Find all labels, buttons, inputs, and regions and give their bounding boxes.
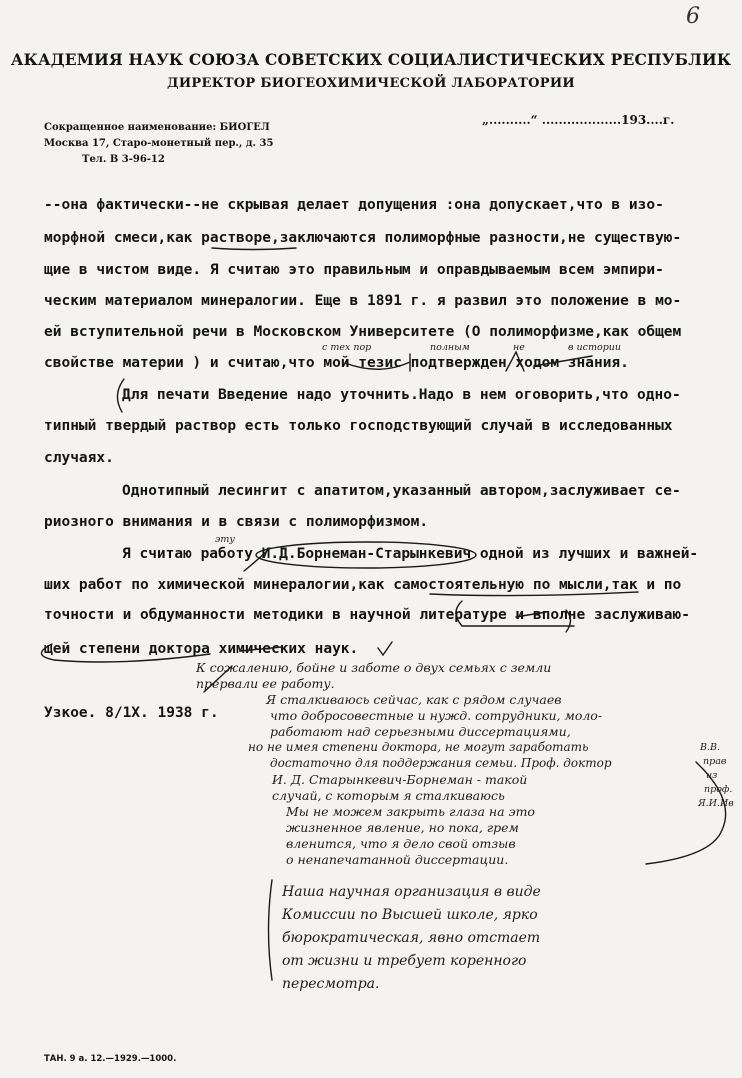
handwritten-note-line: но не имея степени доктора, не могут заработать: [248, 740, 589, 754]
body-line: типный твердый раствор есть только господствующий случай в исследованных: [44, 418, 673, 434]
handwritten-note-line: Комиссии по Высшей школе, ярко: [282, 907, 538, 923]
letterhead-subtitle: ДИРЕКТОР БИОГЕОХИМИЧЕСКОЙ ЛАБОРАТОРИИ: [166, 76, 576, 91]
handwritten-note-line: что добросовестные и нужд. сотрудники, моло-: [270, 708, 603, 723]
handwritten-insert: полным: [430, 342, 470, 353]
handwritten-note-line: прервали ее работу.: [196, 676, 335, 691]
handwritten-note-line: о ненапечатанной диссертации.: [286, 852, 509, 867]
body-line: Для печати Введение надо уточнить.Надо в нем оговорить,что одно-: [122, 387, 681, 403]
margin-note-line: проф.: [704, 784, 733, 795]
margin-note-line: прав: [703, 756, 727, 767]
body-line: точности и обдуманности методики в научной литературе и вполне заслуживаю-: [44, 607, 691, 623]
body-line: Я считаю работу И.Д.Борнеман-Старынкевич одной из лучших и важней-: [122, 546, 699, 562]
letterhead-title: АКАДЕМИЯ НАУК СОЮЗА СОВЕТСКИХ СОЦИАЛИСТИЧЕСКИХ РЕСПУБЛИК: [10, 50, 732, 69]
handwritten-insert: не: [513, 342, 525, 353]
bracket-mark: [269, 880, 273, 980]
letterhead-short-name: Сокращенное наименование: БИОГЕЛ: [44, 122, 270, 133]
handwritten-note-line: Мы не можем закрыть глаза на это: [286, 804, 535, 819]
letterhead-address: Москва 17, Старо-монетный пер., д. 35: [44, 138, 274, 149]
handwritten-insert: эту: [215, 534, 235, 545]
underline-mark: [212, 248, 296, 250]
body-line: ей вступительной речи в Московском Университете (О полиморфизме,как общем: [44, 324, 682, 340]
handwritten-note-line: случай, с которым я сталкиваюсь: [272, 788, 505, 803]
handwritten-note-line: работают над серьезными диссертациями,: [270, 724, 571, 739]
letterhead-date-line: „..........“ ...................193....г.: [482, 113, 675, 127]
body-line: ческим материалом минералогии. Еще в 1891 г. я развил это положение в мо-: [44, 293, 682, 309]
handwritten-insert: в истории: [568, 342, 622, 353]
letterhead-phone: Тел. В 3-96-12: [82, 154, 165, 165]
handwritten-note-line: жизненное явление, но пока, грем: [286, 820, 519, 835]
print-footer: ТАН. 9 а. 12.—1929.—1000.: [44, 1054, 177, 1064]
handwritten-note-line: Я сталкиваюсь сейчас, как с рядом случаев: [266, 692, 562, 707]
body-line: Однотипный лесингит с апатитом,указанный автором,заслуживает се-: [122, 483, 681, 499]
handwritten-insert: с тех пор: [322, 342, 372, 353]
margin-note-line: Я.И.Ив: [698, 798, 734, 809]
check-mark: [378, 642, 392, 655]
handwritten-note-line: Наша научная организация в виде: [282, 884, 541, 900]
body-line: свойстве материи ) и считаю,что мой тезис подтвержден ходом знания.: [44, 355, 629, 371]
handwritten-note-line: К сожалению, бойне и заботе о двух семьях с земли: [196, 660, 552, 675]
page-number: 6: [686, 4, 700, 29]
handwritten-note-line: И. Д. Старынкевич-Борнеман - такой: [272, 772, 528, 787]
handwritten-note-line: вленится, что я дело свой отзыв: [286, 836, 516, 851]
margin-note-line: из: [706, 770, 718, 781]
handwritten-note-line: бюрократическая, явно отстает: [282, 930, 541, 946]
body-line: морфной смеси,как растворе,заключаются полиморфные разности,не существую-: [44, 230, 682, 246]
handwritten-note-line: от жизни и требует коренного: [282, 953, 527, 969]
handwritten-note-line: пересмотра.: [282, 976, 380, 992]
body-line: --она фактически--не скрывая делает допущения :она допускает,что в изо-: [44, 197, 664, 213]
body-line: щие в чистом виде. Я считаю это правильным и оправдываемым всем эмпири-: [44, 262, 664, 278]
body-line: риозного внимания и в связи с полиморфизмом.: [44, 514, 429, 530]
body-line: ших работ по химической минералогии,как самостоятельную по мысли,так и по: [44, 577, 682, 593]
body-line: щей степени доктора химических наук.: [44, 641, 359, 657]
body-line: случаях.: [44, 450, 114, 466]
handwritten-note-line: достаточно для поддержания семьи. Проф. доктор: [270, 756, 612, 770]
margin-note-line: В.В.: [700, 742, 721, 753]
signature-line: Узкое. 8/1Х. 1938 г.: [44, 705, 219, 721]
